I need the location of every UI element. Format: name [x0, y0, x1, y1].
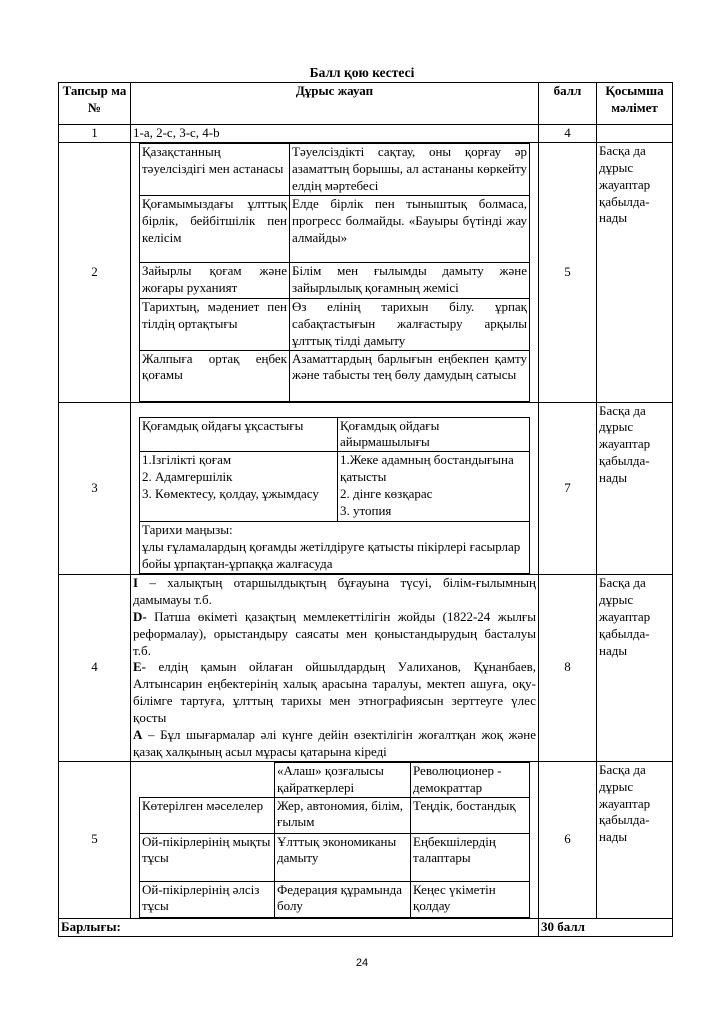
- answer-cell: [131, 402, 539, 574]
- page-title: Балл қою кестесі: [309, 65, 415, 80]
- match-text: Патша өкіметі қазақтың мемлекеттілігін жойды (1822-24 жылғы реформалау), орыстандыру саясаты мен қоныстандырудың басталуы т.б.: [133, 608, 536, 658]
- match-text: – халықтың отаршылдықтың бұғауына түсуі, білім-ғылымның дамымауы т.б.: [133, 575, 536, 607]
- match-item: [133, 727, 536, 761]
- score-cell: 5: [539, 142, 597, 402]
- pair-left: Зайырлы қоғам және жоғары руханият: [140, 262, 290, 298]
- header-answer: Дұрыс жауап: [131, 83, 539, 125]
- answer-cell: [131, 575, 539, 762]
- empty-corner: [140, 762, 275, 797]
- pair-row: [140, 350, 530, 401]
- pair-row: [140, 298, 530, 350]
- list-item: 2. Адамгершілік: [142, 469, 233, 485]
- comparison-table: [139, 417, 530, 574]
- alash-cell: Федерация құрамында болу: [275, 881, 411, 917]
- revolutionary-cell: Теңдік, бостандық: [411, 797, 530, 833]
- extra-cell: Басқа да дұрыс жауаптар қабылда-нады: [597, 142, 673, 402]
- pair-right: Тәуелсіздікті сақтау, оны қорғау әр азаматтың борышы, ал астананы көркейту елдің мәртебесі: [290, 143, 530, 195]
- alash-header: «Алаш» қозғалысы қайраткерлері: [275, 762, 411, 797]
- table-row: [59, 125, 673, 143]
- match-text: елдің қамын ойлаған ойшылдардың Уалиханов, Құнанбаев, Алтынсарин еңбектерінің халық арасына таралуы, мектеп ашуға, оқу-білімге тартуға, ұлттың тарихы мен этнографиясын зерттеуге үлес қосты: [133, 659, 536, 726]
- task-number: 5: [59, 761, 131, 918]
- row-label: Ой-пікірлерінің мықты тұсы: [140, 833, 275, 881]
- total-row: [59, 918, 673, 936]
- history-label: Тарихи маңызы:: [142, 522, 233, 538]
- pairs-table: [139, 143, 530, 402]
- header-score: балл: [539, 83, 597, 125]
- header-row: [59, 83, 673, 125]
- similarity-header: Қоғамдық ойдағы ұқсастығы: [140, 417, 338, 452]
- header-extra: Қосымша мәлімет: [597, 83, 673, 125]
- difference-list: [338, 452, 530, 522]
- score-cell: 4: [539, 125, 597, 143]
- table-row: [59, 402, 673, 574]
- task-number: 2: [59, 142, 131, 402]
- pair-row: [140, 195, 530, 262]
- list-item: 2. дінге көзқарас: [340, 486, 433, 502]
- list-item: 3. утопия: [340, 503, 392, 519]
- pair-right: Азаматтардың барлығын еңбекпен қамту және табысты тең бөлу дамудың сатысы: [290, 350, 530, 401]
- row-label: Көтерілген мәселелер: [140, 797, 275, 833]
- history-text: ұлы ғұламалардың қоғамды жетілдіруге қатысты пікірлері ғасырлар бойы ұрпақтан-ұрпаққа жалғасуда: [142, 539, 521, 572]
- alash-cell: Ұлттық экономиканы дамыту: [275, 833, 411, 881]
- match-key: I: [133, 575, 139, 591]
- score-cell: 6: [539, 761, 597, 918]
- extra-cell: [597, 125, 673, 143]
- match-text: – Бұл шығармалар әлі күнге дейін өзектілігін жоғалтқан жоқ және қазақ халқының асыл мұрасы қатарына кіреді: [133, 727, 536, 759]
- match-key: D-: [133, 608, 147, 624]
- row-label: Ой-пікірлерінің әлсіз тұсы: [140, 881, 275, 917]
- list-item: 3. Көмектесу, қолдау, ұжымдасу: [142, 486, 319, 502]
- pair-right: Елде бірлік пен тыныштық болмаса, прогресс болмайды. «Бауыры бүтінді жау алмайды»: [290, 195, 530, 262]
- match-key: E-: [133, 659, 146, 675]
- pair-right: Білім мен ғылымды дамыту және зайырлылық қоғамның жемісі: [290, 262, 530, 298]
- answer-cell: [131, 142, 539, 402]
- pair-left: Жалпыға ортақ еңбек қоғамы: [140, 350, 290, 401]
- pair-row: [140, 262, 530, 298]
- table-row: [59, 575, 673, 762]
- pair-left: Қоғамымыздағы ұлттық бірлік, бейбітшілік пен келісім: [140, 195, 290, 262]
- alash-cell: Жер, автономия, білім, ғылым: [275, 797, 411, 833]
- extra-cell: Басқа да дұрыс жауаптар қабылда-нады: [597, 761, 673, 918]
- pair-row: [140, 143, 530, 195]
- task-number: 4: [59, 575, 131, 762]
- pair-right: Өз елінің тарихын білу. ұрпақ сабақтастығын жалғастыру арқылы ұлттық тілді дамыту: [290, 298, 530, 350]
- extra-cell: Басқа да дұрыс жауаптар қабылда-нады: [597, 402, 673, 574]
- answer-cell: [131, 761, 539, 918]
- table-row: [59, 761, 673, 918]
- similarity-list: [140, 452, 338, 522]
- revolutionary-header: Революционер - демократтар: [411, 762, 530, 797]
- total-score: 30 балл: [539, 918, 673, 936]
- difference-header: Қоғамдық ойдағы айырмашылығы: [338, 417, 530, 452]
- pair-left: Тарихтың, мәдениет пен тілдің ортақтығы: [140, 298, 290, 350]
- table-row: [59, 142, 673, 402]
- page-number: 24: [355, 957, 369, 969]
- answer-cell: 1-a, 2-c, 3-c, 4-b: [131, 125, 539, 143]
- revolutionary-cell: Еңбекшілердің талаптары: [411, 833, 530, 881]
- score-cell: 7: [539, 402, 597, 574]
- history-cell: [140, 522, 530, 574]
- total-label: Барлығы:: [59, 918, 539, 936]
- match-item: [133, 659, 536, 727]
- task-number: 3: [59, 402, 131, 574]
- header-task: Тапсыр ма №: [59, 83, 131, 125]
- score-cell: 8: [539, 575, 597, 762]
- match-key: A: [133, 727, 143, 743]
- movements-table: [139, 762, 530, 918]
- score-table: [58, 82, 673, 937]
- revolutionary-cell: Кеңес үкіметін қолдау: [411, 881, 530, 917]
- match-item: [133, 575, 536, 609]
- pair-left: Қазақстанның тәуелсіздігі мен астанасы: [140, 143, 290, 195]
- extra-cell: Басқа да дұрыс жауаптар қабылда-нады: [597, 575, 673, 762]
- task-number: 1: [59, 125, 131, 143]
- list-item: 1.Ізгілікті қоғам: [142, 452, 232, 468]
- list-item: 1.Жеке адамның бостандығына қатысты: [340, 452, 514, 485]
- match-item: [133, 609, 536, 660]
